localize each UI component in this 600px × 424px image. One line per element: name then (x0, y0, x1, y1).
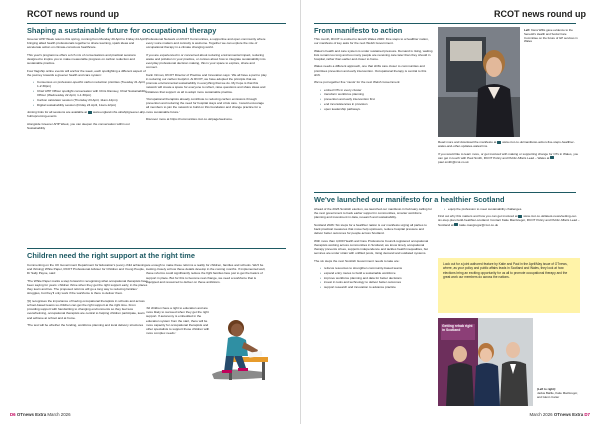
scotland-link[interactable]: www.rcot.co.uk/latest-news/setting-our-six-step-plan-build-healthier-scotland. (438, 214, 578, 223)
children-title: Children need the right support at the right time (27, 251, 195, 260)
list-item: • Carbon calculator session (Thursday 23 April, 11am-12pm) (33, 98, 148, 102)
section-rule (27, 248, 286, 249)
paragraph: We've put together five 'musts' for the next Welsh Government: (314, 80, 401, 85)
list-item: • Chief AHP Officer spotlight conversation with Chris Ramsey, Chief Sustainability Officer (Wednesday 22 April, 1-1:30pm) (33, 89, 148, 97)
wales-col1 (314, 37, 433, 177)
feature-callout: Look out for a joint authored feature by Katie and Paul in the April/May issue of OTnews, where, as your policy and public affairs leads in Scotland and Wales, they look at how elections bring an exciting opportunity for us all to promote occupational therapy and the great work our members do across the nations. (438, 258, 580, 313)
list-item: • improve workforce planning and data for better decisions (320, 276, 433, 280)
banner-text: Getting rehab right in Scotland (442, 324, 473, 332)
list-item: • invest in tools and technology to deliver better outcomes (320, 280, 433, 284)
list-item: • transform workforce planning (320, 92, 433, 96)
scotland-caption: (Left to right): Jackie Baillie, Katie MacGregor, and Glenn Carter (537, 387, 578, 399)
list-item: • prevention and early intervention first (320, 97, 433, 101)
wales-col2 (438, 140, 580, 190)
event-list (33, 80, 148, 107)
paragraph: are enough to make these reforms a reality for children, families and schools. We'll be looking closely at how these details develop in the coming months. If implemented well, these reforms could significantly reduce the fight families face just to get the basics of support in place. But for this to become real change, we need a workforce that is equipped and resourced to deliver on these ambitions. (146, 263, 266, 284)
spine-divider (300, 0, 301, 424)
section-rule (314, 192, 576, 193)
running-head-left: RCOT news round up (27, 9, 119, 19)
paragraph: Read more and download the manifesto at www.rcot.co.uk/manifesto-action-five-steps-healthier-wales-and-other-updates-wales/rms. (438, 140, 575, 149)
wales-title: From manifesto to action (314, 26, 403, 35)
scotland-photo (438, 318, 533, 406)
email-icon (550, 156, 554, 159)
wales-photo (438, 27, 520, 137)
right-page (300, 0, 600, 424)
scotland-steps-list (320, 266, 433, 289)
scotland-title: We've launched our manifesto for a healthier Scotland (314, 195, 505, 204)
sustainable-title: Shaping a sustainable future for occupational therapy (27, 26, 217, 35)
sustainable-col1 (27, 37, 148, 247)
section-rule (314, 23, 576, 24)
list-item: • Digital sustainability session (Friday 24 April, 11am-12pm) (33, 103, 148, 107)
paragraph: Ahead of the 2026 Scottish election, we launched our manifesto in February calling for the next government to back earlier support in communities, smarter workforce planning and investment in data, research and sustainability. (314, 207, 432, 220)
paragraph: Karin Orman, RCOT Director of Practice and Innovation says: 'We all have a part to play in reducing our carbon footprint. At RCOT, we have adopted the principle that we promote environmental sustainability in everything that we do. My hope is that this network will create a space for everyone to reflect, raise questions and share ideas and initiatives that support us all to adopt more sustainable practice. (146, 72, 267, 94)
list-item: • support research and innovation to advance practice (320, 285, 433, 289)
paragraph: Wales needs a different approach, one that shifts care closer to communities and prioritises prevention and early intervention. Occupational therapy is central to this shift. (314, 64, 427, 77)
footer-left: D6 OTnews Extra March 2026 (10, 412, 71, 418)
paragraph: Wales's health and care system is under sustained pressure. Demand is rising, waiting lists remain too long and too many people are receiving care later than they should in hospital, rather than earlier and closer to home. (314, 48, 433, 61)
paragraph: 'Occupational therapists already contribute to reducing carbon emissions through prevention and reducing the need for hospital stays and crisis care. I would encourage all members to join the network to build on this foundation and change practice for a more sustainable future.' (146, 97, 264, 114)
paragraph: 'The test will be whether the funding, workforce planning and local delivery structures (27, 323, 144, 327)
paragraph: 'The White Paper marks a step forward in recognising what occupational therapists have been saying for years: children thrive when they get the right support early, in the places they learn and live. The proposed reforms will go a long way to reducing families' struggles, but they'll only work if the workforce is there to deliver them. (27, 278, 148, 296)
scotland-col1 (314, 207, 433, 407)
children-col1 (27, 263, 148, 408)
paragraph: Four flagship online events will anchor the week, each spotlighting a different aspect of the journey towards a greener health and care system: (27, 68, 146, 77)
list-item: • expand entry routes to build a sustainable workforce (320, 271, 433, 275)
wales-photo-image (438, 27, 520, 137)
paragraph: Discover more at https://communities.rcot.co.uk/page/welcome. (146, 117, 233, 121)
list-item: • refocus resources to strengthen community-based teams (320, 266, 433, 270)
email-icon (454, 223, 458, 226)
paragraph: 'All children have a right to education and are more likely to succeed when they get the right support. If autonomy is embedded in the education system from the start, there will be more capacity for occupational therapists and other specialists to support those children with more complex needs.' (146, 306, 210, 336)
paragraph: This month, RCOT is excited to launch Wales 2026: Five steps to a healthier nation, our manifesto of key asks for the next Welsh Government. (314, 37, 429, 46)
paragraph: Professional Network on RCOT Communities, a supportive and open community where every voice matters and curiosity is welcome. Together we can explore the role of occupational therapy in a climate changing world. (146, 37, 266, 50)
sustainable-col2 (146, 37, 267, 247)
paragraph: Greener AHP Week returns this spring, running from Monday 20 April to Friday 24 April, bringing allied health professionals together to share learning, spark ideas and accelerate action on climate-conscious healthcare. (27, 37, 147, 50)
paragraph: Commenting on the UK Government Department for Education's (every child achieving and thriving) White Paper, RCOT Professional Adviser for Children and Young People, Dr Sally Payne, said: (27, 263, 146, 276)
wales-musts-list (320, 88, 433, 111)
paragraph: If you would like to learn more, or get involved with making or supporting change for OTs in Wales, you can get in touch with Paul Smith, RCOT Policy and Public Affairs Lead – Wales at paul.smith@rcot.co.uk (438, 151, 579, 164)
paragraph: The six steps the next Scottish Government needs to take are: (314, 258, 400, 263)
paragraph: Joining links for all sessions are available at www.england.nhs.uk/ahp/greener-ahp-hub/upcoming-events (27, 110, 147, 119)
list-item: • open leadership pathways. (320, 107, 433, 111)
list-item: • end inconsistencies in provision (320, 102, 433, 106)
link-icon (497, 141, 501, 144)
wales-caption: Left: Kiera Willis gave evidence to the Senedd's Health and Social Care Committee on the future of GP services in Wales (524, 28, 578, 44)
children-col2-bottom (146, 306, 212, 408)
children-col2-top (146, 263, 267, 308)
section-rule (27, 23, 286, 24)
paragraph: This year's programme offers a rich mix of conversations and practical sessions designed to inspire you to make measurable progress on carbon reduction and sustainable practice. (27, 52, 136, 66)
paragraph: Alongside Greener AHP Week, you can deepen the conversation within our Sustainability (27, 121, 130, 130)
events-link[interactable]: www.england.nhs.uk/ahp/greener-ahp-hub/upcoming-events (27, 110, 147, 119)
list-item: • embed OTs in every cluster (320, 88, 433, 92)
paragraph: With more than 4,000 Health and Care Professions Council-registered occupational therapists working across communities in Scotland, we know timely occupational therapy prevents crises, supports independence and tackles health inequalities, but services are under strain with unfilled posts, rising demand and outdated systems. (314, 238, 429, 256)
paragraph: Scotland 2026: Six steps for a healthier nation is our manifesto urging all parties to back practical measures that move help upstream, reduce hospital pressure and deliver better outcomes for people across Scotland. (314, 222, 427, 236)
scotland-email-link[interactable]: katie.macgregor@rcot.co.uk (459, 222, 499, 227)
paragraph: If you are experienced in or concerned about reducing environmental impact, reducing waste and pollution in your practice, or curious about how to integrate sustainability into everyday professional decision making, this is your space to explore, share and connect. (146, 52, 266, 70)
wales-email-link[interactable]: paul.smith@rcot.co.uk (438, 160, 469, 164)
footer-right: March 2026 OTnews Extra D7 (529, 412, 590, 418)
paragraph: Find out why this matters and how you can get involved at www.rcot.co.uk/latest-news/setting-our-six-step-plan-build-healthier-scotland. Contact Katie MacGregor, RCOT Policy and Public Affairs Lead – Scotland at katie.macgregor@rcot.co.uk (438, 214, 580, 227)
running-head-right: RCOT news round up (494, 9, 586, 19)
scotland-steps-list-cont (444, 207, 580, 211)
wales-manifesto-link[interactable]: www.rcot.co.uk/manifesto-action-five-steps-healthier-wales-and-other-updates-wales/rms. (438, 140, 575, 149)
paragraph: '[It] recognises the importance of having occupational therapists in schools and across school-based teams so children can get the right support at the right time. From providing support with handwriting to changing environments so they feel less overwhelming, occupational therapists are central to helping children participate, learn and achieve at school and at home. (27, 298, 145, 320)
list-item: • Consensus on profession-specific carbon reduction priorities (Tuesday 21 April, 1-2:30pm) (33, 80, 148, 88)
scotland-col2 (438, 207, 580, 257)
link-icon (88, 111, 92, 114)
child-at-desk-illustration (204, 310, 274, 390)
list-item: • equip the profession to meet sustainability challenges. (444, 207, 580, 211)
